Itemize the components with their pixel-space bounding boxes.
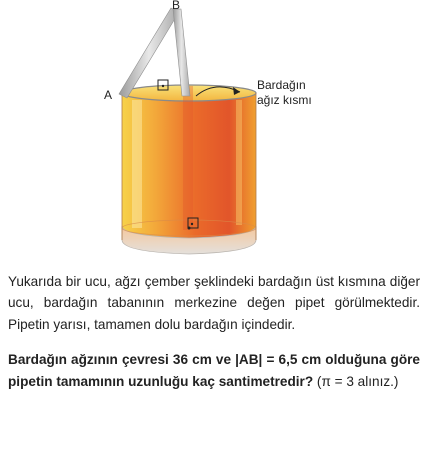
problem-statement: Yukarıda bir ucu, ağzı çember şeklindeki bardağın üst kısmına diğer ucu, bardağın tabanının merkezine değen pipet görülmektedir. Pipetin yarısı, tamamen dolu bardağın içindedir. xyxy=(8,274,420,332)
base-center-point xyxy=(188,227,191,230)
straw-slanted xyxy=(119,8,179,98)
right-angle-dot-top xyxy=(162,85,164,87)
rim-callout xyxy=(257,78,312,108)
callout-line-1: Bardağın xyxy=(257,78,306,92)
callout-line-2: ağız kısmı xyxy=(257,93,312,107)
right-angle-dot-bottom xyxy=(191,223,193,225)
problem-text xyxy=(8,271,420,392)
straw-vertical xyxy=(173,9,190,96)
question-note: (π = 3 alınız.) xyxy=(313,373,399,389)
glass-highlight xyxy=(132,100,142,228)
straw-inside xyxy=(183,86,193,230)
point-a-label: A xyxy=(104,88,113,102)
problem-question xyxy=(8,349,420,392)
glass-highlight-2 xyxy=(236,100,242,225)
question-bold-text: Bardağın ağzının çevresi 36 cm ve |AB| = 6,5 cm olduğuna göre pipetin tamamının uzunluğu kaç santimetredir? xyxy=(8,352,420,389)
point-b-label: B xyxy=(172,0,181,12)
